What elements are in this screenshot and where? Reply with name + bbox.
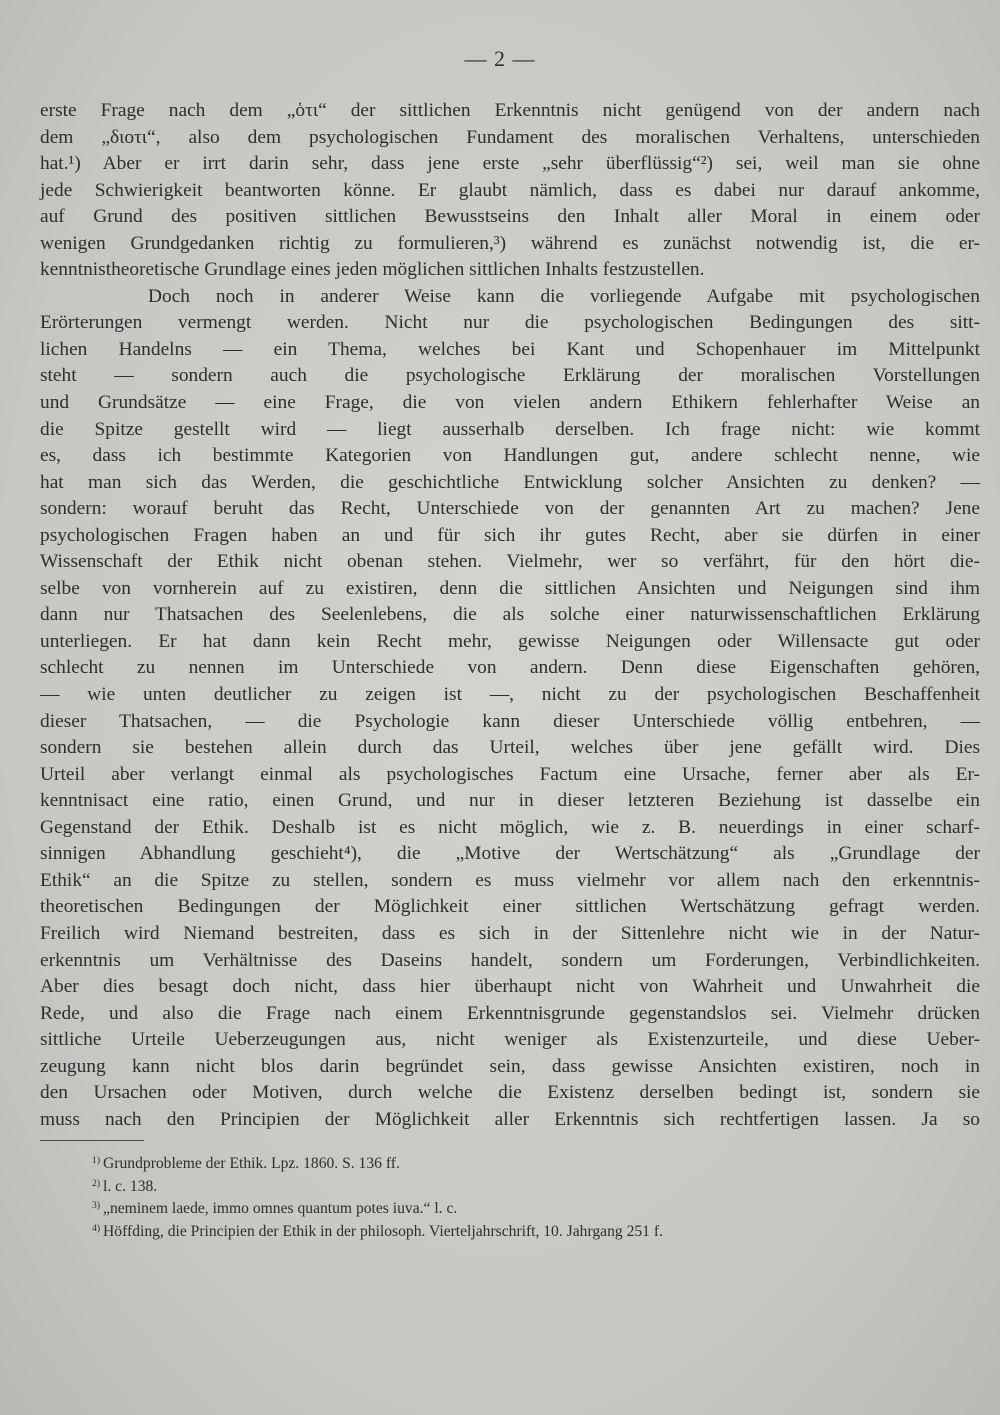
text-line: hat man sich das Werden, die geschichtliche Entwicklung solcher Ansichten zu denken? —: [40, 471, 980, 493]
text-line: sondern sie bestehen allein durch das Urteil, welches über jene gefällt wird. Dies: [40, 737, 980, 759]
text-line: theoretischen Bedingungen der Möglichkeit einer sittlichen Wertschätzung gefragt werden.: [40, 896, 980, 918]
text-line: Urteil aber verlangt einmal als psychologisches Factum eine Ursache, ferner aber als Er-: [40, 763, 980, 785]
text-line: Aber dies besagt doch nicht, dass hier überhaupt nicht von Wahrheit und Unwahrheit die: [40, 976, 980, 998]
footnote-text: Höffding, die Principien der Ethik in der philosoph. Vierteljahrschrift, 10. Jahrgang 251 f.: [103, 1222, 663, 1240]
text-line: Doch noch in anderer Weise kann die vorliegende Aufgabe mit psychologischen: [148, 285, 980, 307]
footnote-marker: 4): [92, 1222, 101, 1234]
footnote-marker: 2): [92, 1177, 101, 1189]
text-line: zeugung kann nicht blos darin begründet sein, dass gewisse Ansichten existiren, noch in: [40, 1055, 980, 1077]
text-line: erste Frage nach dem „ὁτι“ der sittlichen Erkenntnis nicht genügend von der andern nach: [40, 100, 980, 121]
text-line: erkenntnis um Verhältnisse des Daseins handelt, sondern um Forderungen, Verbindlichkeiten.: [40, 949, 980, 971]
footnote: [92, 1176, 972, 1199]
text-line: es, dass ich bestimmte Kategorien von Handlungen gut, andere schlecht nenne, wie: [40, 445, 980, 467]
text-line: Ethik“ an die Spitze zu stellen, sondern es muss vielmehr vor allem nach den erkenntnis-: [40, 869, 980, 891]
text-line: Gegenstand der Ethik. Deshalb ist es nicht möglich, wie z. B. neuerdings in einer scharf-: [40, 816, 980, 838]
footnote: [92, 1153, 972, 1176]
text-line: Rede, und also die Frage nach einem Erkenntnisgrunde gegenstandslos sei. Vielmehr drücken: [40, 1002, 980, 1024]
text-line: wenigen Grundgedanken richtig zu formulieren,³) während es zunächst notwendig ist, die er-: [40, 232, 980, 254]
text-line: die Spitze gestellt wird — liegt ausserhalb derselben. Ich frage nicht: wie kommt: [40, 418, 980, 440]
text-line: Wissenschaft der Ethik nicht obenan stehen. Vielmehr, wer so verfährt, für den hört die-: [40, 551, 980, 573]
text-line: kenntnisact eine ratio, einen Grund, und nur in dieser letzteren Beziehung ist dasselbe ein: [40, 790, 980, 812]
footnote: [92, 1221, 972, 1244]
footnote-text: „neminem laede, immo omnes quantum potes iuva.“ l. c.: [103, 1200, 458, 1217]
text-line: unterliegen. Er hat dann kein Recht mehr, gewisse Neigungen oder Willensacte gut oder: [40, 630, 980, 652]
body-text: [40, 98, 980, 1133]
text-line: auf Grund des positiven sittlichen Bewusstseins den Inhalt aller Moral in einem oder: [40, 206, 980, 228]
text-line: Freilich wird Niemand bestreiten, dass es sich in der Sittenlehre nicht wie in der Natur-: [40, 922, 980, 944]
text-line: muss nach den Principien der Möglichkeit aller Erkenntnis sich rechtfertigen lassen. Ja so: [40, 1108, 980, 1130]
footnotes: [92, 1153, 972, 1243]
page-number: — 2 —: [464, 46, 536, 71]
text-line: sondern: worauf beruht das Recht, Unterschiede von der genannten Art zu machen? Jene: [40, 498, 980, 520]
footnote-marker: 3): [92, 1200, 101, 1212]
text-line: steht — sondern auch die psychologische Erklärung der moralischen Vorstellungen: [40, 365, 980, 387]
text-line: sinnigen Abhandlung geschieht⁴), die „Motive der Wertschätzung“ als „Grundlage der: [40, 843, 980, 865]
text-line: lichen Handelns — ein Thema, welches bei Kant und Schopenhauer im Mittelpunkt: [40, 338, 980, 360]
text-line: und Grundsätze — eine Frage, die von vielen andern Ethikern fehlerhafter Weise an: [40, 392, 980, 414]
text-line: — wie unten deutlicher zu zeigen ist —, nicht zu der psychologischen Beschaffenheit: [40, 684, 980, 706]
text-line: selbe von vornherein auf zu existiren, denn die sittlichen Ansichten und Neigungen sind ihm: [40, 577, 980, 599]
text-line: psychologischen Fragen haben an und für sich ihr gutes Recht, aber sie dürfen in einer: [40, 524, 980, 546]
text-line: sittliche Urteile Ueberzeugungen aus, nicht weniger als Existenzurteile, und diese Ueber-: [40, 1029, 980, 1051]
text-line: den Ursachen oder Motiven, durch welche die Existenz derselben bedingt ist, sondern sie: [40, 1082, 980, 1104]
footnote-text: l. c. 138.: [103, 1177, 158, 1195]
text-line: dann nur Thatsachen des Seelenlebens, die als solche einer naturwissenschaftlichen Erklärung: [40, 604, 980, 626]
footnote-separator: [40, 1140, 144, 1141]
text-line: schlecht zu nennen im Unterschiede von andern. Denn diese Eigenschaften gehören,: [40, 657, 980, 679]
text-line: dieser Thatsachen, — die Psychologie kann dieser Unterschiede völlig entbehren, —: [40, 710, 980, 732]
text-line: jede Schwierigkeit beantworten könne. Er glaubt nämlich, dass es dabei nur darauf ankomme,: [40, 179, 980, 201]
footnote: [92, 1198, 972, 1221]
footnote-text: Grundprobleme der Ethik. Lpz. 1860. S. 136 ff.: [103, 1155, 400, 1172]
text-line: hat.¹) Aber er irrt darin sehr, dass jene erste „sehr überflüssig“²) sei, weil man sie ohne: [40, 153, 980, 175]
text-line: dem „διοτι“, also dem psychologischen Fundament des moralischen Verhaltens, unterschieden: [40, 126, 980, 148]
footnote-marker: 1): [92, 1155, 101, 1167]
text-line: Erörterungen vermengt werden. Nicht nur die psychologischen Bedingungen des sitt-: [40, 312, 980, 334]
text-line: kenntnistheoretische Grundlage eines jeden möglichen sittlichen Inhalts festzustellen.: [40, 259, 705, 281]
